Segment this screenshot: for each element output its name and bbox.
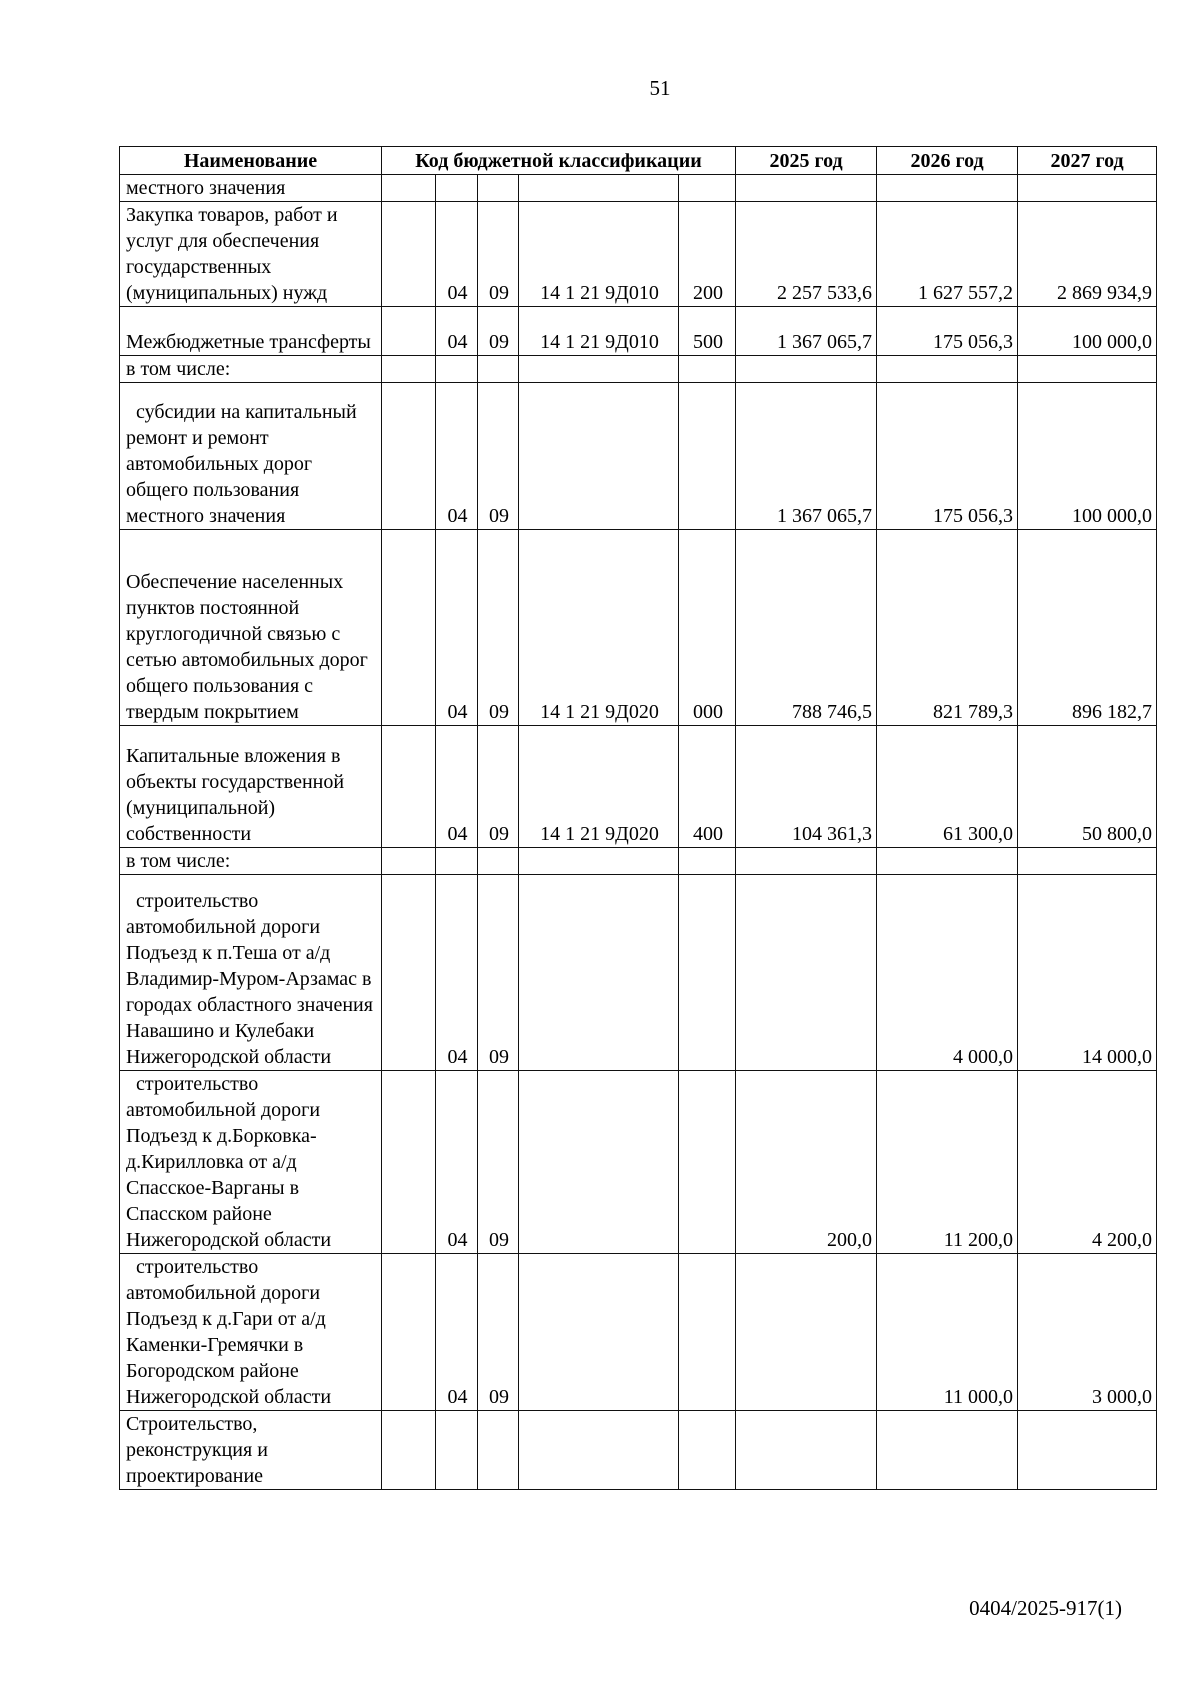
value-2027: 100 000,0 [1018,383,1157,530]
expense-type-code: 000 [679,530,736,726]
code-cell [382,307,436,356]
expense-type-code [679,1071,736,1254]
value-2025 [736,175,877,202]
target-article-code: 14 1 21 9Д010 [519,307,679,356]
expense-type-code [679,875,736,1071]
section-code [436,1411,478,1490]
subsection-code [478,356,519,383]
section-code: 04 [436,1071,478,1254]
value-2027: 14 000,0 [1018,875,1157,1071]
row-name: Обеспечение населенных пунктов постоянной круглогодичной связью с сетью автомобильных дорог общего пользования с твердым покрытием [120,530,382,726]
expense-type-code: 400 [679,726,736,848]
target-article-code [519,383,679,530]
row-name: Межбюджетные трансферты [120,307,382,356]
expense-type-code [679,1254,736,1411]
row-name: в том числе: [120,848,382,875]
value-2025: 1 367 065,7 [736,307,877,356]
page-number: 51 [649,76,671,100]
row-name: в том числе: [120,356,382,383]
row-name: Закупка товаров, работ и услуг для обеспечения государственных (муниципальных) нужд [120,202,382,307]
section-code: 04 [436,202,478,307]
value-2027: 896 182,7 [1018,530,1157,726]
table-row [120,848,1157,875]
code-cell [382,726,436,848]
row-name: субсидии на капитальный ремонт и ремонт автомобильных дорог общего пользования местного значения [120,383,382,530]
subsection-code: 09 [478,383,519,530]
expense-type-code: 200 [679,202,736,307]
expense-type-code [679,1411,736,1490]
value-2027: 100 000,0 [1018,307,1157,356]
table-row [120,307,1157,356]
table-row [120,1254,1157,1411]
code-cell [382,875,436,1071]
header-2027: 2027 год [1018,147,1157,175]
target-article-code [519,175,679,202]
section-code: 04 [436,530,478,726]
subsection-code [478,175,519,202]
subsection-code: 09 [478,726,519,848]
target-article-code: 14 1 21 9Д010 [519,202,679,307]
value-2026: 61 300,0 [877,726,1018,848]
expense-type-code: 500 [679,307,736,356]
value-2026 [877,356,1018,383]
code-cell [382,530,436,726]
row-name: Строительство, реконструкция и проектирование [120,1411,382,1490]
section-code: 04 [436,307,478,356]
target-article-code [519,1411,679,1490]
row-name: строительство автомобильной дороги Подъезд к п.Теша от а/д Владимир-Муром-Арзамас в городах областного значения Навашино и Кулебаки Нижегородской области [120,875,382,1071]
subsection-code: 09 [478,875,519,1071]
value-2027: 2 869 934,9 [1018,202,1157,307]
table-row [120,726,1157,848]
value-2025: 104 361,3 [736,726,877,848]
value-2027: 4 200,0 [1018,1071,1157,1254]
value-2025 [736,848,877,875]
row-name: строительство автомобильной дороги Подъезд к д.Гари от а/д Каменки-Гремячки в Богородском районе Нижегородской области [120,1254,382,1411]
value-2027 [1018,848,1157,875]
value-2027 [1018,1411,1157,1490]
value-2027 [1018,175,1157,202]
document-number: 0404/2025-917(1) [969,1596,1122,1620]
code-cell [382,383,436,530]
row-name: местного значения [120,175,382,202]
target-article-code [519,1254,679,1411]
target-article-code [519,848,679,875]
code-cell [382,1071,436,1254]
subsection-code: 09 [478,1071,519,1254]
section-code [436,356,478,383]
table-row [120,1411,1157,1490]
value-2026: 175 056,3 [877,307,1018,356]
value-2025 [736,875,877,1071]
value-2026 [877,1411,1018,1490]
target-article-code: 14 1 21 9Д020 [519,726,679,848]
value-2025: 788 746,5 [736,530,877,726]
target-article-code [519,875,679,1071]
value-2026 [877,175,1018,202]
expense-type-code [679,383,736,530]
value-2027: 50 800,0 [1018,726,1157,848]
expense-type-code [679,848,736,875]
code-cell [382,356,436,383]
code-cell [382,1254,436,1411]
table-header [120,147,1157,175]
section-code: 04 [436,1254,478,1411]
header-code: Код бюджетной классификации [382,147,736,175]
header-2025: 2025 год [736,147,877,175]
section-code: 04 [436,875,478,1071]
value-2027: 3 000,0 [1018,1254,1157,1411]
table-row [120,175,1157,202]
subsection-code: 09 [478,307,519,356]
value-2026: 821 789,3 [877,530,1018,726]
subsection-code [478,848,519,875]
code-cell [382,202,436,307]
target-article-code [519,1071,679,1254]
table-row [120,875,1157,1071]
table-body [120,175,1157,1490]
budget-table [119,146,1157,1490]
section-code [436,175,478,202]
row-name: Капитальные вложения в объекты государственной (муниципальной) собственности [120,726,382,848]
header-2026: 2026 год [877,147,1018,175]
table-row [120,202,1157,307]
value-2026: 11 000,0 [877,1254,1018,1411]
value-2026: 11 200,0 [877,1071,1018,1254]
code-cell [382,175,436,202]
value-2026: 1 627 557,2 [877,202,1018,307]
table-row [120,383,1157,530]
code-cell [382,1411,436,1490]
section-code: 04 [436,726,478,848]
code-cell [382,848,436,875]
subsection-code: 09 [478,202,519,307]
target-article-code: 14 1 21 9Д020 [519,530,679,726]
value-2027 [1018,356,1157,383]
table-row [120,530,1157,726]
value-2025 [736,1254,877,1411]
value-2025 [736,1411,877,1490]
value-2026: 175 056,3 [877,383,1018,530]
value-2026: 4 000,0 [877,875,1018,1071]
expense-type-code [679,175,736,202]
expense-type-code [679,356,736,383]
subsection-code: 09 [478,1254,519,1411]
value-2025: 1 367 065,7 [736,383,877,530]
section-code: 04 [436,383,478,530]
section-code [436,848,478,875]
value-2025 [736,356,877,383]
subsection-code: 09 [478,530,519,726]
header-name: Наименование [120,147,382,175]
target-article-code [519,356,679,383]
subsection-code [478,1411,519,1490]
table-row [120,1071,1157,1254]
table-row [120,356,1157,383]
row-name: строительство автомобильной дороги Подъезд к д.Борковка-д.Кирилловка от а/д Спасское-Варганы в Спасском районе Нижегородской области [120,1071,382,1254]
value-2025: 2 257 533,6 [736,202,877,307]
value-2025: 200,0 [736,1071,877,1254]
value-2026 [877,848,1018,875]
